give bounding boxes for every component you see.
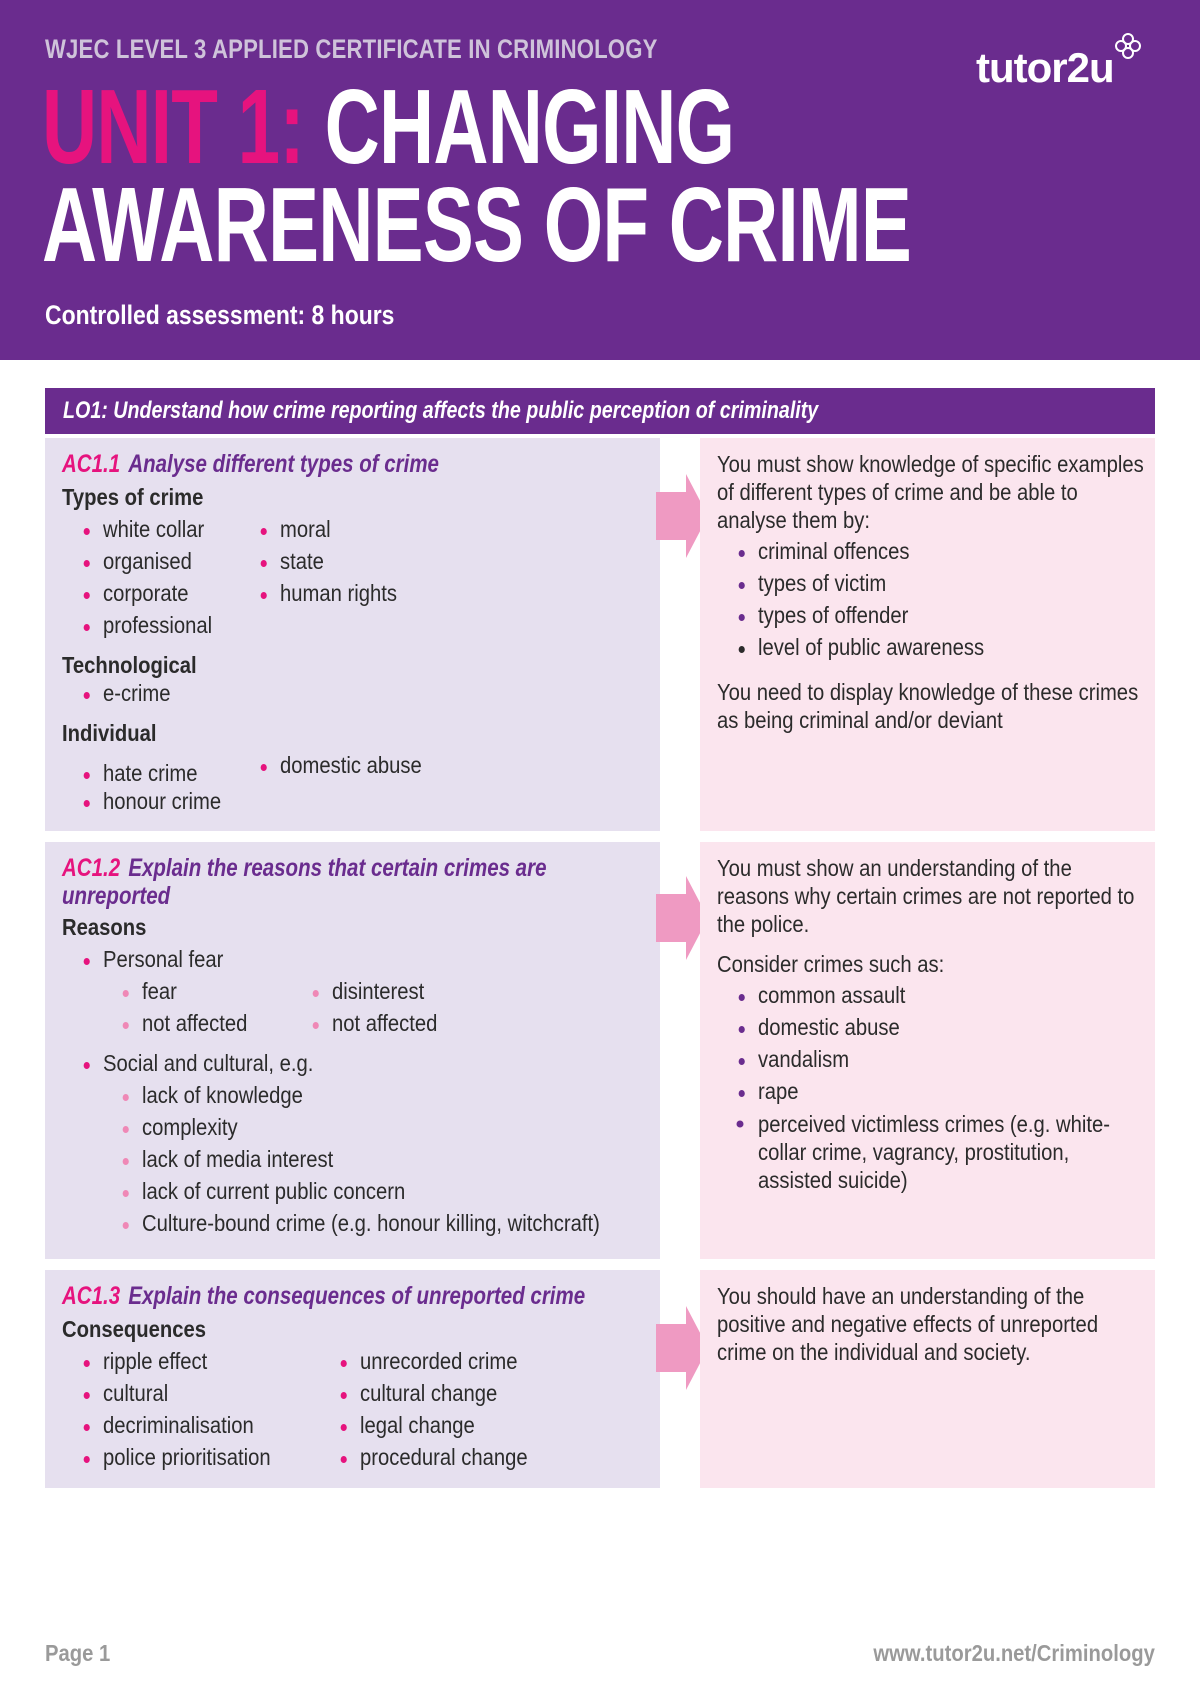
list-item: types of victim (758, 570, 887, 596)
page-title (42, 68, 912, 284)
ac11-title (62, 450, 439, 478)
ac11-guidance-box (700, 438, 1155, 831)
list-item: not affected (332, 1010, 438, 1036)
list-item: procedural change (360, 1444, 528, 1470)
flower-icon (1114, 32, 1142, 60)
list-item: lack of media interest (142, 1146, 334, 1172)
list-item: organised (103, 548, 192, 574)
page-subtitle: Controlled assessment: 8 hours (45, 300, 395, 330)
list-item: white collar (103, 516, 205, 542)
list-item: professional (103, 612, 213, 638)
types-heading: Types of crime (62, 484, 204, 510)
list-item: domestic abuse (758, 1014, 900, 1040)
list-item: decriminalisation (103, 1412, 254, 1438)
ac13-title (62, 1282, 585, 1310)
ac12-title (62, 854, 546, 910)
list-item: common assault (758, 982, 906, 1008)
list-item: police prioritisation (103, 1444, 271, 1470)
individual-heading: Individual (62, 720, 157, 746)
list-item: e-crime (103, 680, 171, 706)
list-item: honour crime (103, 788, 222, 814)
list-item: Social and cultural, e.g. (103, 1050, 314, 1076)
ac12-consider-text: Consider crimes such as: (717, 951, 945, 977)
list-item: moral (280, 516, 331, 542)
page-number: Page 1 (45, 1640, 111, 1666)
ac11-guidance-outro: You need to display knowledge of these crimes as being criminal and/or deviant (717, 679, 1139, 733)
list-item: lack of knowledge (142, 1082, 303, 1108)
ac12-title-line1: Explain the reasons that certain crimes are (128, 854, 547, 882)
list-item: state (280, 548, 324, 574)
title-line1: CHANGING (324, 68, 735, 186)
list-item: types of offender (758, 602, 909, 628)
tutor2u-logo: tutor2u (976, 44, 1114, 91)
ac12-number: AC1.2 (62, 854, 121, 882)
list-item: Personal fear (103, 946, 224, 972)
website-link[interactable]: www.tutor2u.net/Criminology (873, 1640, 1155, 1666)
ac11-guidance-intro: You must show knowledge of specific examples of different types of crime and be able to analyse them by: (717, 451, 1144, 533)
bullet-icon (736, 1120, 744, 1128)
ac11-content-box (45, 438, 660, 831)
list-item: lack of current public concern (142, 1178, 406, 1204)
list-item: human rights (280, 580, 398, 606)
list-item: cultural (103, 1380, 169, 1406)
list-item: corporate (103, 580, 189, 606)
ac13-content-box (45, 1270, 660, 1488)
list-item: criminal offences (758, 538, 910, 564)
ac13-guidance-box (700, 1270, 1155, 1488)
ac12-guidance-intro: You must show an understanding of the reasons why certain crimes are not reported to the police. (717, 855, 1135, 937)
list-item: complexity (142, 1114, 238, 1140)
list-item: not affected (142, 1010, 248, 1036)
title-line2: AWARENESS OF CRIME (42, 166, 912, 284)
technological-heading: Technological (62, 652, 197, 678)
course-kicker: WJEC LEVEL 3 APPLIED CERTIFICATE IN CRIMINOLOGY (45, 34, 658, 64)
reasons-heading: Reasons (62, 914, 147, 940)
ac12-title-line2: unreported (62, 882, 171, 910)
ac13-guidance-text: You should have an understanding of the positive and negative effects of unreported crime on the individual and society. (717, 1283, 1099, 1365)
learning-outcome-text: LO1: Understand how crime reporting affects the public perception of criminality (63, 397, 819, 424)
list-item: domestic abuse (280, 752, 422, 778)
list-item: Culture-bound crime (e.g. honour killing, witchcraft) (142, 1210, 600, 1236)
list-item: legal change (360, 1412, 475, 1438)
consequences-heading: Consequences (62, 1316, 206, 1342)
learning-outcome-bar (45, 388, 1155, 434)
list-item: hate crime (103, 760, 198, 786)
ac11-number: AC1.1 (62, 450, 121, 478)
list-item: level of public awareness (758, 634, 985, 660)
list-item: fear (142, 978, 177, 1004)
list-item: perceived victimless crimes (e.g. white-collar crime, vagrancy, prostitution, assisted suicide) (758, 1110, 1138, 1194)
ac13-title-text: Explain the consequences of unreported crime (128, 1282, 586, 1310)
ac12-guidance-box (700, 842, 1155, 1259)
list-item: vandalism (758, 1046, 850, 1072)
list-item: rape (758, 1078, 799, 1104)
list-item: unrecorded crime (360, 1348, 518, 1374)
ac11-title-text: Analyse different types of crime (128, 450, 439, 478)
list-item: ripple effect (103, 1348, 208, 1374)
ac12-content-box (45, 842, 660, 1259)
list-item: cultural change (360, 1380, 498, 1406)
header-banner (0, 0, 1200, 360)
ac13-number: AC1.3 (62, 1282, 121, 1310)
list-item: disinterest (332, 978, 425, 1004)
title-unit: UNIT 1: (42, 68, 305, 186)
